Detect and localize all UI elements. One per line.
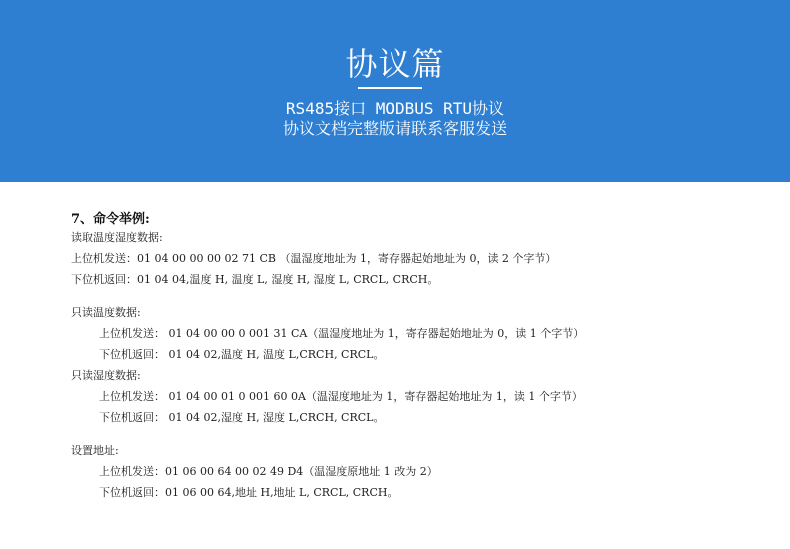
host-send-line: 上位机发送：01 06 00 64 00 02 49 D4（温湿度原地址 1 改为 2） [99,465,438,478]
banner-title: 协议篇 [345,45,445,83]
host-send-line: 上位机发送： 01 04 00 00 0 001 31 CA（温湿度地址为 1，寄存器起始地址为 0，读 1 个字节） [99,327,585,340]
host-send-line: 上位机发送：01 04 00 00 00 02 71 CB （温湿度地址为 1，寄存器起始地址为 0，读 2 个字节） [71,252,557,265]
example-heading-read-temp: 只读温度数据: [71,306,141,319]
device-reply-line: 下位机返回： 01 04 02,温度 H, 温度 L,CRCH, CRCL。 [99,348,385,361]
example-heading-read-temp-humidity: 读取温度湿度数据: [71,231,163,244]
title-underline [358,87,422,89]
example-heading-set-address: 设置地址: [71,444,119,457]
example-heading-read-humidity: 只读湿度数据: [71,369,141,382]
host-send-line: 上位机发送： 01 04 00 01 0 001 60 0A（温湿度地址为 1，寄存器起始地址为 1，读 1 个字节） [99,390,583,403]
device-reply-line: 下位机返回：01 06 00 64,地址 H,地址 L, CRCL, CRCH。 [99,486,399,499]
section-title: 7、命令举例: [71,212,150,227]
device-reply-line: 下位机返回： 01 04 02,湿度 H, 湿度 L,CRCH, CRCL。 [99,411,385,424]
device-reply-line: 下位机返回：01 04 04,温度 H, 温度 L, 湿度 H, 湿度 L, CRCL, CRCH。 [71,273,439,286]
header-banner [0,0,790,182]
banner-subtitle-protocol: RS485接口 MODBUS RTU协议 [285,99,505,118]
banner-subtitle-contact: 协议文档完整版请联系客服发送 [282,119,507,138]
